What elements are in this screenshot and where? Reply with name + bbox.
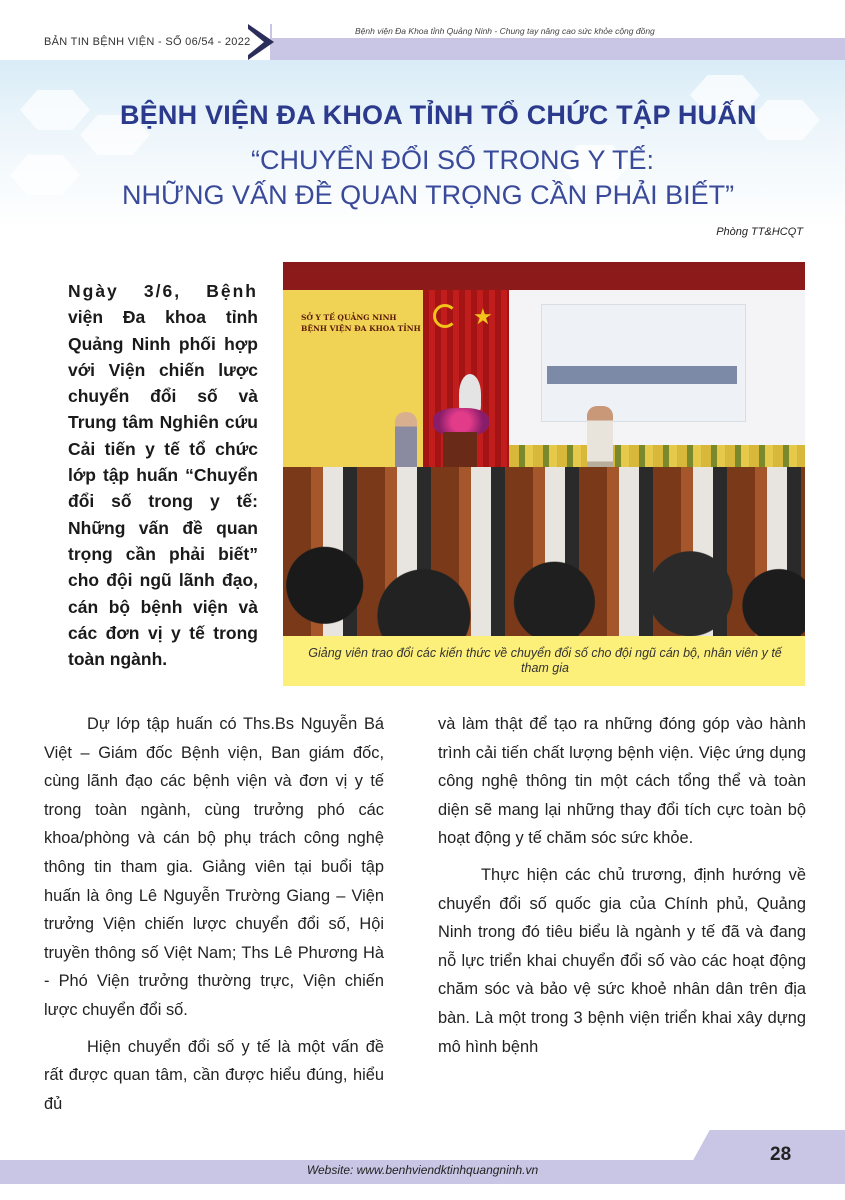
star-icon: ★	[473, 304, 493, 329]
body-paragraph: Thực hiện các chủ trương, định hướng về chuyển đổi số quốc gia của Chính phủ, Quảng Ninh trong đó tiêu biểu là ngành y tế đã và đang nỗ lực triển khai chuyển đổi số vào các hoạt động chăm sóc và bảo vệ sức khoẻ nhân dân trên địa bàn. Là một trong 3 bệnh viện triển khai xây dựng mô hình bệnh	[438, 865, 806, 1056]
body-column-left	[44, 710, 384, 1126]
photo-sign-line2: BỆNH VIỆN ĐA KHOA TỈNH	[301, 324, 421, 333]
photo-hospital-sign	[301, 312, 421, 334]
body-paragraph: Hiện chuyển đổi số y tế là một vấn đề rất được quan tâm, cần được hiểu đúng, hiểu đủ	[44, 1037, 384, 1113]
hospital-slogan: Bệnh viện Đa Khoa tỉnh Quảng Ninh - Chung tay nâng cao sức khỏe cộng đồng	[355, 26, 655, 36]
event-photo	[283, 262, 805, 636]
photo-sign-line1: SỞ Y TẾ QUẢNG NINH	[301, 313, 397, 322]
bulletin-label: BẢN TIN BỆNH VIỆN - SỐ 06/54 - 2022	[44, 36, 251, 48]
photo-slide-timeline	[547, 366, 737, 384]
page-number: 28	[770, 1144, 792, 1165]
article-author: Phòng TT&HCQT	[716, 226, 803, 238]
article-title: BỆNH VIỆN ĐA KHOA TỈNH TỔ CHỨC TẬP HUẤN	[120, 100, 757, 130]
article-subtitle-line2: NHỮNG VẤN ĐỀ QUAN TRỌNG CẦN PHẢI BIẾT”	[122, 180, 735, 210]
lead-paragraph: Ngày 3/6, Bệnh viện Đa khoa tỉnh Quảng Ninh phối hợp với Viện chiến lược chuyển đổi số và Trung tâm Nghiên cứu Cải tiến y tế tổ chức lớp tập huấn “Chuyển đổi số trong y tế: Những vấn đề quan trọng cần phải biết” cho đội ngũ lãnh đạo, cán bộ bệnh viện và các đơn vị y tế trong toàn ngành.	[68, 281, 258, 670]
hammer-sickle-icon	[433, 304, 457, 328]
article-subtitle-line1: “CHUYỂN ĐỔI SỐ TRONG Y TẾ:	[250, 145, 655, 175]
footer-website: Website: www.benhviendktinhquangninh.vn	[306, 1163, 539, 1177]
photo-caption: Giảng viên trao đổi các kiến thức về chuyển đổi số cho đội ngũ cán bộ, nhân viên y tế tham gia	[308, 646, 782, 675]
body-column-right	[438, 710, 806, 1069]
body-paragraph: và làm thật để tạo ra những đóng góp vào hành trình cải tiến chất lượng bệnh viện. Việc ứng dụng công nghệ thông tin một cách tổng thể và toàn diện sẽ mang lại những thay đổi tích cực toàn bộ hoạt động y tế chăm sóc sức khỏe.	[438, 715, 806, 848]
photo-audience	[283, 467, 805, 636]
photo-presentation-slide	[541, 304, 746, 422]
body-paragraph: Dự lớp tập huấn có Ths.Bs Nguyễn Bá Việt – Giám đốc Bệnh viện, Ban giám đốc, cùng lãnh đạo các bệnh viện và đơn vị y tế trong toàn ngành, cùng trưởng phó các khoa/phòng và cán bộ phụ trách công nghệ thông tin tham gia. Giảng viên tại buổi tập huấn là ông Lê Nguyễn Trường Giang – Viện trưởng Viện chiến lược chuyển đổi số, Hội truyền thông số Việt Nam; Ths Lê Phương Hà - Phó Viện trưởng thường trực, Viện chiến lược chuyển đổi số.	[44, 715, 384, 1019]
